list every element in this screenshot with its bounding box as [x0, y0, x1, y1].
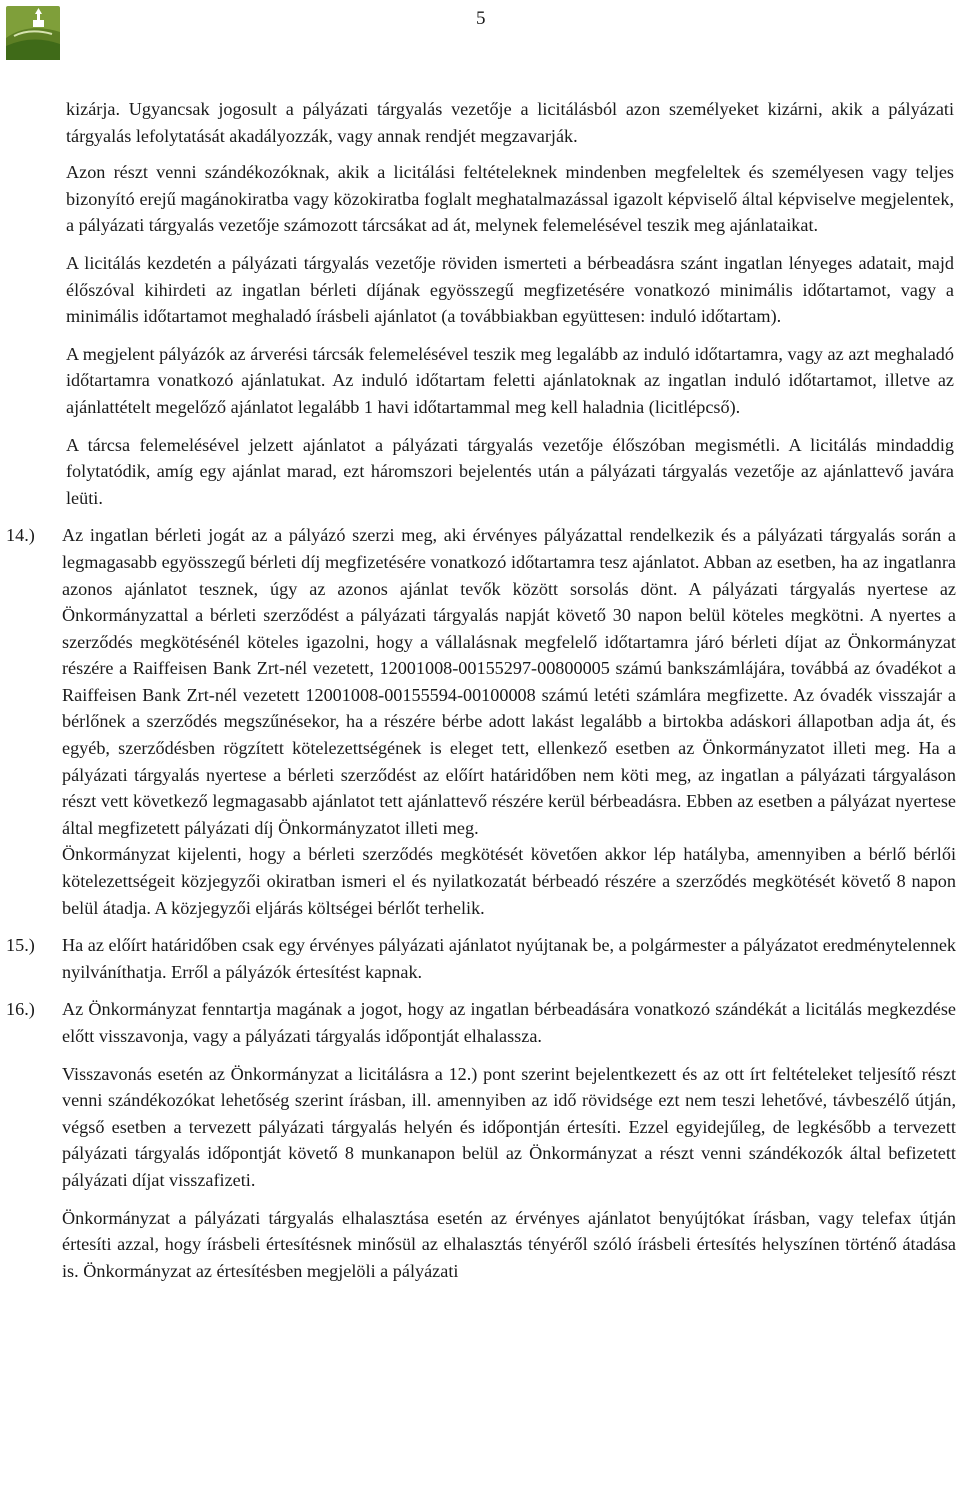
item-16	[0, 996, 960, 1049]
item-text: Az ingatlan bérleti jogát az a pályázó szerzi meg, aki érvényes pályázattal rendelkezik és a pályázati tárgyalás során a legmagasabb egyösszegű bérleti díj megfizetésére vonatkozó időtartamra tesz ajánlatot. Abban az esetben, ha az ingatlanra azonos ajánlatot tesznek, úgy az azonos ajánlat tevők között sorsolás dönt. A pályázati tárgyalás nyertese az Önkormányzattal a bérleti szerződést a pályázati tárgyalás napját követő 30 napon belül köteles megkötni. A nyertes a szerződés megkötésénél köteles igazolni, hogy a vállalásnak megfelelő időtartamra járó bérleti díjat az Önkormányzat részére a Raiffeisen Bank Zrt-nél vezetett, 12001008-00155297-00800005 számú bankszámlájára, továbbá az óvadékot a Raiffeisen Bank Zrt-nél vezetett 12001008-00155594-00100008 számú letéti számlára megfizette. Az óvadék visszajár a bérlőnek a szerződés megszűnésekor, ha a részére bérbe adott lakást legalább a birtokba adáskori állapotban adja át, és egyéb, szerződésben rögzített kötelezettségének is eleget tett, ellenkező esetben az Önkormányzatot illeti meg. Ha a pályázati tárgyalás nyertese a bérleti szerződést az előírt határidőben nem köti meg, az ingatlan a pályázati tárgyaláson részt vett következő legmagasabb ajánlatot tett ajánlattevő részére kerül bérbeadásra. Ebben az esetben a pályázat nyertese által megfizetett pályázati díj Önkormányzatot illeti meg.	[62, 525, 956, 838]
item-text: Ha az előírt határidőben csak egy érvényes pályázati ajánlatot nyújtanak be, a polgármester a pályázatot eredménytelennek nyilváníthatja. Erről a pályázók értesítést kapnak.	[62, 935, 956, 982]
item-text: Az Önkormányzat fenntartja magának a jogot, hogy az ingatlan bérbeadására vonatkozó szándékát a licitálás megkezdése előtt visszavonja, vagy a pályázati tárgyalás időpontját elhalassza.	[62, 999, 956, 1046]
paragraph-postponement: Önkormányzat a pályázati tárgyalás elhalasztása esetén az érvényes ajánlatot benyújtókat írásban, vagy telefax útján értesíti azzal, hogy írásbeli értesítésnek minősül az elhalasztás tényéről szóló írásbeli értesítés helyszínen történő átadása is. Önkormányzat az értesítésben megjelöli a pályázati	[62, 1207, 956, 1281]
paragraph-withdrawal: Visszavonás esetén az Önkormányzat a licitálásra a 12.) pont szerint bejelentkezett és az ott írt feltételeket teljesítő részt venni szándékozókat lehetőség szerint írásban, ill. amennyiben az idő rövidsége ezt nem teszi lehetővé, távbeszélő útján, végső esetben a tervezett pályázati tárgyalás helyén és időpontján értesíti. Ezzel egyidejűleg, de legkésőbb a tervezett pályázati tárgyalás időpontját követő 8 munkanapon belül az Önkormányzat a részt venni szándékozók által befizetett pályázati díjat visszafizeti.	[62, 1063, 956, 1190]
paragraph-exclusion: kizárja. Ugyancsak jogosult a pályázati tárgyalás vezetője a licitálásból azon személyeket kizárni, akik a pályázati tárgyalás lefolytatását akadályozzák, vagy annak rendjét megzavarják.	[66, 99, 954, 146]
item-number: 15.)	[6, 935, 35, 956]
municipality-logo-icon	[6, 6, 60, 60]
item-number: 16.)	[6, 999, 35, 1020]
item-14	[0, 522, 960, 921]
page-number: 5	[476, 8, 486, 29]
paragraph-bids: A megjelent pályázók az árverési tárcsák felemelésével teszik meg legalább az induló időtartamra, vagy az azt meghaladó időtartamra vonatkozó ajánlatukat. Az induló időtartam feletti ajánlatoknak az ingatlan induló időtartamot, illetve az ajánlattételt megelőző ajánlatot legalább 1 havi időtartammal meg kell haladnia (licitlépcső).	[66, 343, 954, 417]
item-continuation: Önkormányzat kijelenti, hogy a bérleti szerződés megkötését követően akkor lép hatályba, amennyiben a bérlő bérlői kötelezettségeit közjegyzői okiratban ismeri el és nyilatkozatát bérbeadó részére a szerződés megkötését követő 8 napon belül átadja. A közjegyzői eljárás költségei bérlőt terhelik.	[62, 844, 956, 918]
item-number: 14.)	[6, 525, 35, 546]
paragraph-bid-repeat: A tárcsa felemelésével jelzett ajánlatot a pályázati tárgyalás vezetője élőszóban megismétli. A licitálás mindaddig folytatódik, amíg egy ajánlat marad, ezt háromszori bejelentés után a pályázati tárgyalás vezetője az ajánlattevő javára leüti.	[66, 434, 954, 508]
item-15	[0, 932, 960, 985]
paragraph-auction-start: A licitálás kezdetén a pályázati tárgyalás vezetője röviden ismerteti a bérbeadásra szánt ingatlan lényeges adatait, majd élőszóval kihirdeti az ingatlan bérleti díjának egyösszegű megfizetésére vonatkozó minimális időtartamot, vagy a minimális időtartamot meghaladó írásbeli ajánlatot (a továbbiakban együttesen: induló időtartam).	[66, 252, 954, 327]
document-body	[0, 96, 960, 1284]
paragraph-participants: Azon részt venni szándékozóknak, akik a licitálási feltételeknek mindenben megfeleltek és személyesen vagy teljes bizonyító erejű magánokiratba vagy közokiratba foglalt meghatalmazással igazolt képviselő által képviselve megjelentek, a pályázati tárgyalás vezetője számozott tárcsákat ad át, melynek felemelésével teszik meg ajánlataikat.	[66, 162, 954, 236]
